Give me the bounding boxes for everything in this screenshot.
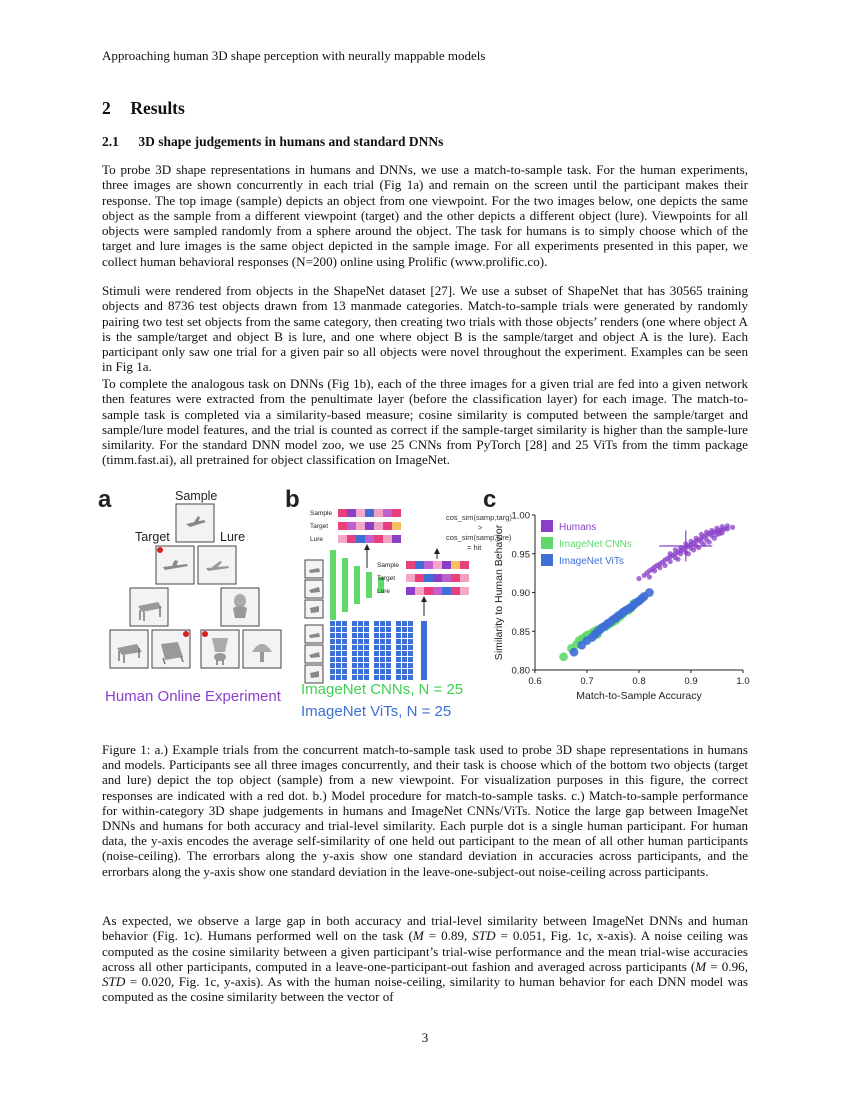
data-point-humans [712,536,717,541]
b-row-label-sample-mid: Sample [377,562,400,569]
data-point-humans [714,526,719,531]
paragraph-4: As expected, we observe a large gap in both accuracy and trial-level similarity between ImageNet DNNs and human behavior (Fig. 1c). Humans performed well on the task (M = 0.89, STD = 0.051, Fig. 1c, x-axis). A noise ceiling was computed as the cosine similarity between a given participant’s trial-wise performance and the mean trial-wise accuracies across all other participants, computed in a leave-one-participant-out fashion and averaged across participants (M = 0.96, STD = 0.020, Fig. 1c, y-axis). As with the human noise-ceiling, similarity to human behavior for each DNN model was computed as the cosine similarity between the vector of [102,913,748,1005]
panel-b-letter: b [285,486,300,513]
sample-image [176,504,214,542]
panel-b-vit-label: ImageNet ViTs, N = 25 [301,703,452,720]
legend-swatch-imagenet-cnns [541,537,553,549]
b-equation-line-1: cos_sim(samp,targ) [446,513,512,522]
correct-dot-1 [157,547,163,553]
data-point-humans [686,551,691,556]
cnn-output-arrow [364,544,370,568]
figure-caption: Figure 1: a.) Example trials from the concurrent match-to-sample task used to probe 3D shape representations in humans and models. Participants see all three images concurrently, and their task is choose which of the bottom two objects (target and lure) depict the top object (sample) from a new viewpoint. For visualization purposes in this figure, the correct responses are indicated with a red dot. b.) Model procedure for match-to-sample tasks. c.) Match-to-sample performance for within-category 3D shape judgements in humans and ImageNet CNNs/ViTs. Notice the large gap between ImageNet DNNs and humans for both accuracy and trial-level similarity. Each purple dot is a single human participant. For human data, the y-axis encodes the average self-similarity of one held out participant to the mean of all other human participants (noise-ceiling). The errorbars along the y-axis show one standard deviation in accuracies across participants, and the errorbars along the y-axis show one standard deviation in the leave-one-subject-out noise-ceiling across participants. [102,742,748,879]
data-point-humans [662,563,667,568]
data-point-humans [691,547,696,552]
x-tick-label: 0.6 [528,676,542,687]
b-equation-line-2: > [478,523,483,532]
subsection-title [102,134,443,150]
data-point-humans [678,551,683,556]
data-point-humans [704,529,709,534]
panel-c-letter: c [483,486,497,513]
y-tick-label: 0.90 [511,588,530,599]
y-tick-label: 0.80 [511,665,530,677]
data-point-humans [694,536,699,541]
data-point-humans [699,532,704,537]
y-axis-label: Similarity to Human Behavior [493,524,505,661]
x-tick-label: 0.9 [684,676,698,687]
subsection-title-text: 3D shape judgements in humans and standard DNNs [138,134,444,149]
b-row-label-target-mid: Target [377,575,396,582]
y-tick-label: 0.85 [511,626,530,638]
scatter-chart [493,511,750,703]
panel-c [483,486,750,702]
panel-a-target-label: Target [135,530,170,544]
subsection-number: 2.1 [102,134,119,149]
panel-b [285,486,512,720]
data-point-humans [725,523,730,528]
lure-image-3 [243,630,281,668]
sample-image-2 [130,588,168,626]
b-equation-line-3: cos_sim(samp,lure) [446,533,512,542]
panel-a-caption: Human Online Experiment [105,688,281,705]
panel-a [98,486,282,705]
panel-b-cnn-label: ImageNet CNNs, N = 25 [301,681,464,698]
vector-to-equation-arrow [434,548,440,559]
paragraph-1: To probe 3D shape representations in humans and DNNs, we use a match-to-sample task. For the human experiments, three images are shown concurrently in each trial (Fig 1a) and remain on the screen until the participant makes their response. The top image (sample) depicts an object from one viewpoint. For the two images below, one depicts the same object as the sample from a different viewpoint (target) and the other depicts a different object (lure). Viewpoints for all objects were sampled randomly from a sphere around the object. The task for humans is to simply choose which of the target and lure images is the same object depicted in the sample image. For all experiments presented in this paper, we collect human behavioral responses (N=200) online using Prolific (www.prolific.co). [102,162,748,269]
data-point-humans [673,547,678,552]
data-point-humans [730,525,735,530]
panel-a-sample-label: Sample [175,489,218,503]
data-point-humans [647,574,652,579]
legend-label-imagenet-cnns: ImageNet CNNs [559,539,632,550]
data-point-humans [668,559,673,564]
vit-layers [330,621,427,680]
vit-input-stack [305,625,323,683]
legend-swatch-humans [541,520,553,532]
data-point-humans [688,539,693,544]
data-point-humans [709,528,714,533]
cnn-layers [330,550,384,620]
b-row-label-sample-top: Sample [310,510,333,517]
paragraph-2: Stimuli were rendered from objects in the ShapeNet dataset [27]. We use a subset of ShapeNet that has 30565 training objects and 8736 test objects drawn from 13 manmade categories. Match-to-sample trials were generated by randomly pairing two test set objects from the same category, then creating two trials with those objects’ renders (one where object A is the sample/target and object B is lure, and one where object B is the sample/target and object A is the lure). Each participant only saw one trial for a given pair so all objects were novel throughout the experiment. Examples can be seen in Fig 1a. [102,283,748,375]
paragraph-3: To complete the analogous task on DNNs (Fig 1b), each of the three images for a given trial are fed into a given network then features were extracted from the penultimate layer (before the classification layer) for each image. The match-to-sample task is completed via a similarity-based measure; cosine similarity is computed between the sample/target and sample/lure model features, and the trial is counted as correct if the sample-target similarity is higher than the sample-lure similarity. For the standard DNN model zoo, we use 25 CNNs from PyTorch [28] and 25 ViTs from the timm package (timm.fast.ai), all pretrained for object classification on ImageNet. [102,376,748,468]
data-point-humans [707,540,712,545]
figure-1 [95,482,755,727]
feature-vectors-mid [406,561,469,595]
x-tick-label: 0.7 [580,676,594,687]
legend-label-humans: Humans [559,522,597,533]
page-number: 3 [421,1030,429,1045]
data-point-imagenet-vits [570,648,579,657]
data-point-imagenet-vits [645,588,654,597]
b-row-label-lure-mid: Lure [377,588,391,595]
x-axis-label: Match-to-Sample Accuracy [576,690,702,702]
section-title [102,98,185,119]
data-point-humans [668,551,673,556]
legend-label-imagenet-vits: ImageNet ViTs [559,556,624,567]
section-number: 2 [102,98,111,118]
data-point-humans [717,531,722,536]
b-row-label-lure-top: Lure [310,536,324,543]
correct-dot-2 [183,631,189,637]
data-point-humans [675,557,680,562]
data-point-humans [657,565,662,570]
data-point-humans [636,576,641,581]
x-tick-label: 0.8 [632,676,646,687]
data-point-imagenet-cnns [559,652,568,661]
target-image-2 [110,630,148,668]
data-point-humans [720,524,725,529]
correct-dot-3 [202,631,208,637]
data-point-humans [652,568,657,573]
cnn-input-stack [305,560,323,618]
y-tick-label: 0.95 [511,549,530,561]
running-head: Approaching human 3D shape perception with neurally mappable models [102,48,486,63]
sample-image-3 [221,588,259,626]
panel-a-lure-label: Lure [220,530,246,544]
b-equation-line-4: = hit [467,543,482,552]
lure-image-1 [198,546,236,584]
b-row-label-target-top: Target [310,523,329,530]
section-title-text: Results [130,98,185,118]
panel-a-letter: a [98,486,112,513]
x-tick-label: 1.0 [736,676,750,687]
y-tick-label: 1.00 [511,510,530,522]
feature-vectors-top [338,509,401,543]
vit-output-arrow [421,596,427,616]
legend-swatch-imagenet-vits [541,554,553,566]
